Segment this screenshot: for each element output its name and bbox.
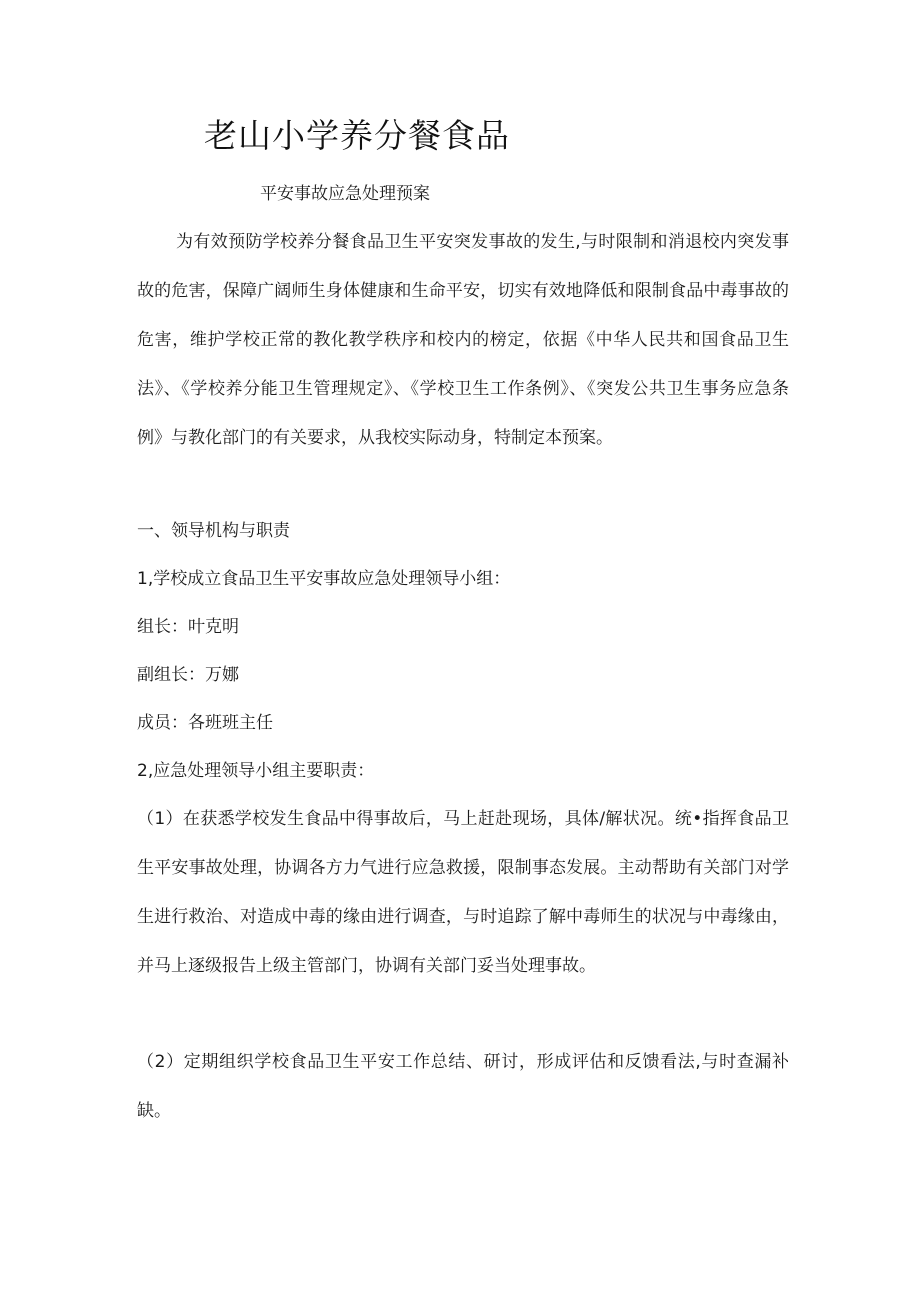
vice-group-leader: 副组长：万娜	[137, 665, 239, 685]
duty-paragraph-2: （2）定期组织学校食品卫生平安工作总结、研讨，形成评估和反馈看法,与时查漏补缺。	[137, 1052, 789, 1121]
numbered-item-1: 1,学校成立食品卫生平安事故应急处理领导小组：	[137, 569, 511, 589]
document-title: 老山小学养分餐食品	[204, 116, 510, 155]
intro-paragraph: 为有效预防学校养分餐食品卫生平安突发事故的发生,与时限制和消退校内突发事故的危害，保障广阔师生身体健康和生命平安，切实有效地降低和限制食品中毒事故的危害，维护学校正常的教化教学秩序和校内的榜定，依据《中华人民共和国食品卫生法》、《学校养分能卫生管理规定》、《学校卫生工作条例》、《突发公共卫生事务应急条例》与教化部门的有关要求，从我校实际动身，特制定本预案。	[137, 232, 789, 448]
group-members: 成员：各班班主任	[137, 713, 273, 733]
section-heading: 一、领导机构与职责	[137, 521, 290, 541]
document-subtitle: 平安事故应急处理预案	[260, 184, 430, 204]
group-leader: 组长：叶克明	[137, 617, 239, 637]
numbered-item-2: 2,应急处理领导小组主要职责：	[137, 761, 375, 781]
duty-paragraph-1: （1）在获悉学校发生食品中得事故后，马上赶赴现场，具体/解状况。统•指挥食品卫生平安事故处理，协调各方力气进行应急救援，限制事态发展。主动帮助有关部门对学生进行救治、对造成中毒的缘由进行调查，与时追踪了解中毒师生的状况与中毒缘由，并马上逐级报告上级主管部门，协调有关部门妥当处理事故。	[137, 809, 789, 976]
